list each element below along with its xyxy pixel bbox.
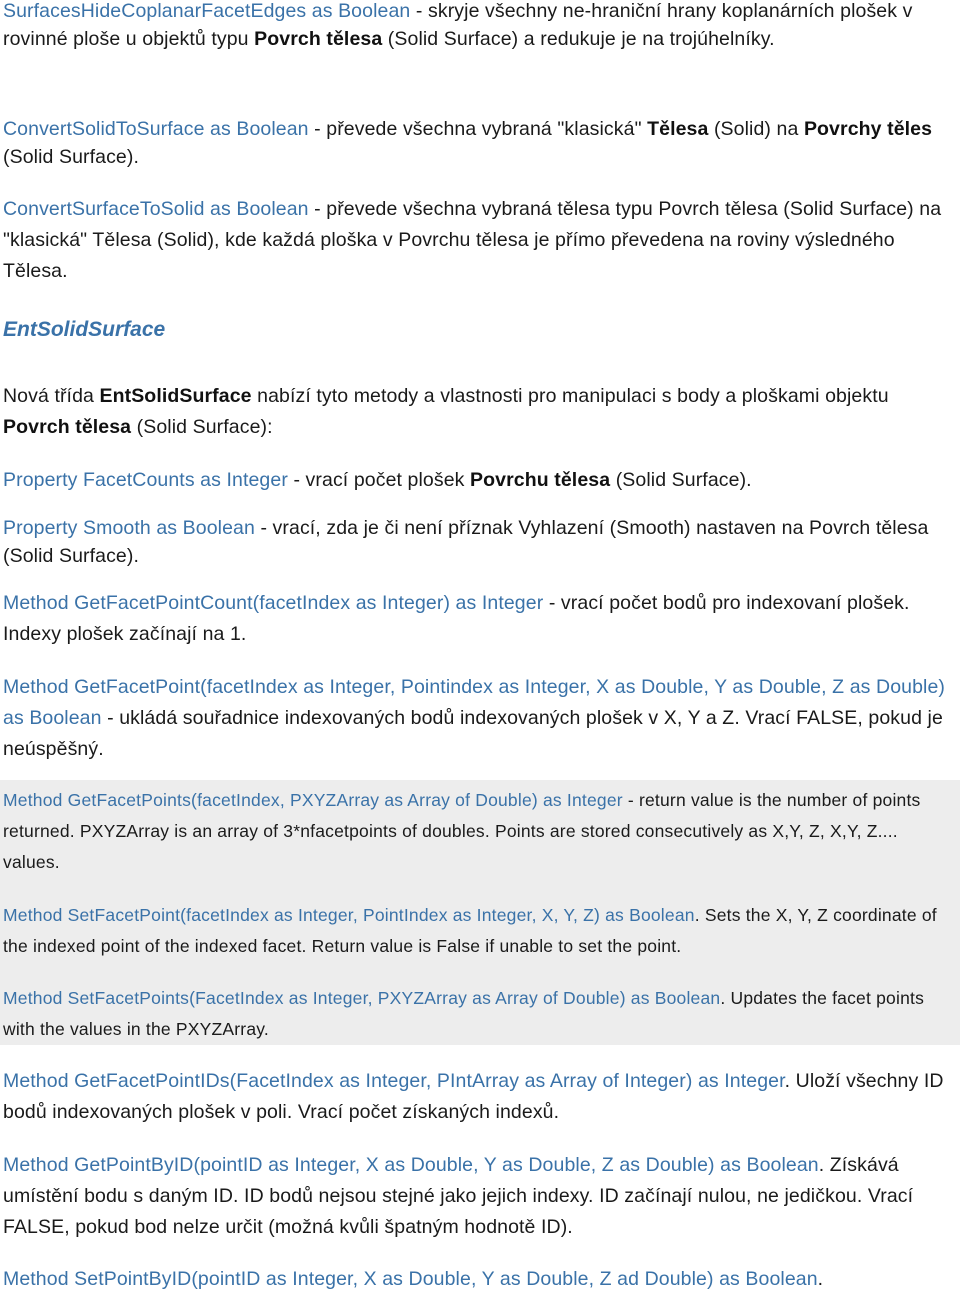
description-text: (Solid Surface): [131,416,273,438]
paragraph-smooth [3,514,956,570]
method-signature: Method GetFacetPointCount(facetIndex as Integer) as Integer [3,592,544,614]
paragraph-get-facet-point-count [3,588,956,650]
method-signature: Method GetFacetPoint(facetIndex as Integer, Pointindex as Integer, X as Double, Y as Double, Z as Double) as Boolean [3,676,945,729]
paragraph-set-facet-point [3,900,950,962]
bold-term: Povrchy těles [803,118,933,140]
description-text: (Solid) na [708,118,804,140]
property-signature: ConvertSurfaceToSolid as Boolean [3,198,309,220]
paragraph-convert-solid-to-surface [3,115,956,171]
bold-term: Tělesa [647,118,709,140]
description-text: (Solid Surface). [3,146,139,168]
description-text: - return value is the number of points returned. PXYZArray is an array of 3*nfacetpoints of doubles. Points are stored consecutively as X,Y, Z, X,Y, Z.... values. [3,790,921,872]
description-text: - ukládá souřadnice indexovaných bodů indexovaných plošek v X, Y a Z. Vrací FALSE, pokud je neúspěšný. [3,707,943,760]
bold-term: Povrchu tělesa [470,469,611,491]
paragraph-surfaces-hide-coplanar [3,0,956,53]
description-text: . [817,1268,824,1290]
bold-term: Povrch tělesa [3,416,132,438]
paragraph-convert-surface-to-solid [3,194,956,287]
section-heading: EntSolidSurface [3,318,166,341]
description-text: (Solid Surface) a redukuje je na trojúhelníky. [382,28,775,50]
description-text: - vrací počet bodů pro indexovaní plošek. Indexy plošek začínají na 1. [3,592,910,645]
description-text: . Uloží všechny ID bodů indexovaných plošek v poli. Vrací počet získaných indexů. [3,1070,944,1123]
paragraph-set-point-by-id [3,1264,956,1295]
paragraph-get-point-by-id [3,1150,956,1243]
paragraph-get-facet-point [3,672,956,765]
property-signature: Property Smooth as Boolean [3,517,255,539]
description-text: . Updates the facet points with the values in the PXYZArray. [3,988,925,1039]
paragraph-facet-counts [3,465,956,496]
method-signature: Method SetFacetPoint(facetIndex as Integer, PointIndex as Integer, X, Y, Z) as Boolean [3,905,695,925]
paragraph-class-intro [3,381,956,443]
description-text: - skryje všechny ne-hraniční hrany koplanárních plošek v rovinné ploše u objektů typu [3,0,913,50]
description-text: . Získává umístění bodu s daným ID. ID bodů nejsou stejné jako jejich indexy. ID začínají nulou, ne jedičkou. Vrací FALSE, pokud bod nelze určit (možná kvůli špatným hodnotě ID). [3,1154,914,1238]
description-text: - převede všechna vybraná tělesa typu Povrch tělesa (Solid Surface) na "klasická" Tělesa (Solid), kde každá ploška v Povrchu tělesa je přímo převedena na roviny výsledného Tělesa. [3,198,942,282]
description-text: - vrací, zda je či není příznak Vyhlazení (Smooth) nastaven na Povrch tělesa (Solid Surface). [3,517,929,567]
description-text: (Solid Surface). [610,469,752,491]
bold-term: Povrch tělesa [254,28,383,50]
description-text: Nová třída [3,385,100,407]
property-signature: Property FacetCounts as Integer [3,469,288,491]
description-text: nabízí tyto metody a vlastnosti pro manipulaci s body a ploškami objektu [251,385,889,407]
paragraph-get-facet-point-ids [3,1066,956,1128]
method-signature: Method SetPointByID(pointID as Integer, X as Double, Y as Double, Z ad Double) as Boolean [3,1268,818,1290]
paragraph-set-facet-points [3,983,950,1045]
property-signature: ConvertSolidToSurface as Boolean [3,118,309,140]
description-text: - převede všechna vybraná "klasická" [308,118,648,140]
description-text: . Sets the X, Y, Z coordinate of the indexed point of the indexed facet. Return value is False if unable to set the point. [3,905,937,956]
bold-term: EntSolidSurface [99,385,252,407]
paragraph-get-facet-points [3,785,950,878]
method-signature: Method GetFacetPoints(facetIndex, PXYZArray as Array of Double) as Integer [3,790,623,810]
method-signature: Method GetPointByID(pointID as Integer, X as Double, Y as Double, Z as Double) as Boolean [3,1154,819,1176]
method-signature: Method SetFacetPoints(FacetIndex as Integer, PXYZArray as Array of Double) as Boolean [3,988,721,1008]
description-text: - vrací počet plošek [287,469,471,491]
property-signature: SurfacesHideCoplanarFacetEdges as Boolean [3,0,411,22]
method-signature: Method GetFacetPointIDs(FacetIndex as Integer, PIntArray as Array of Integer) as Integer [3,1070,785,1092]
